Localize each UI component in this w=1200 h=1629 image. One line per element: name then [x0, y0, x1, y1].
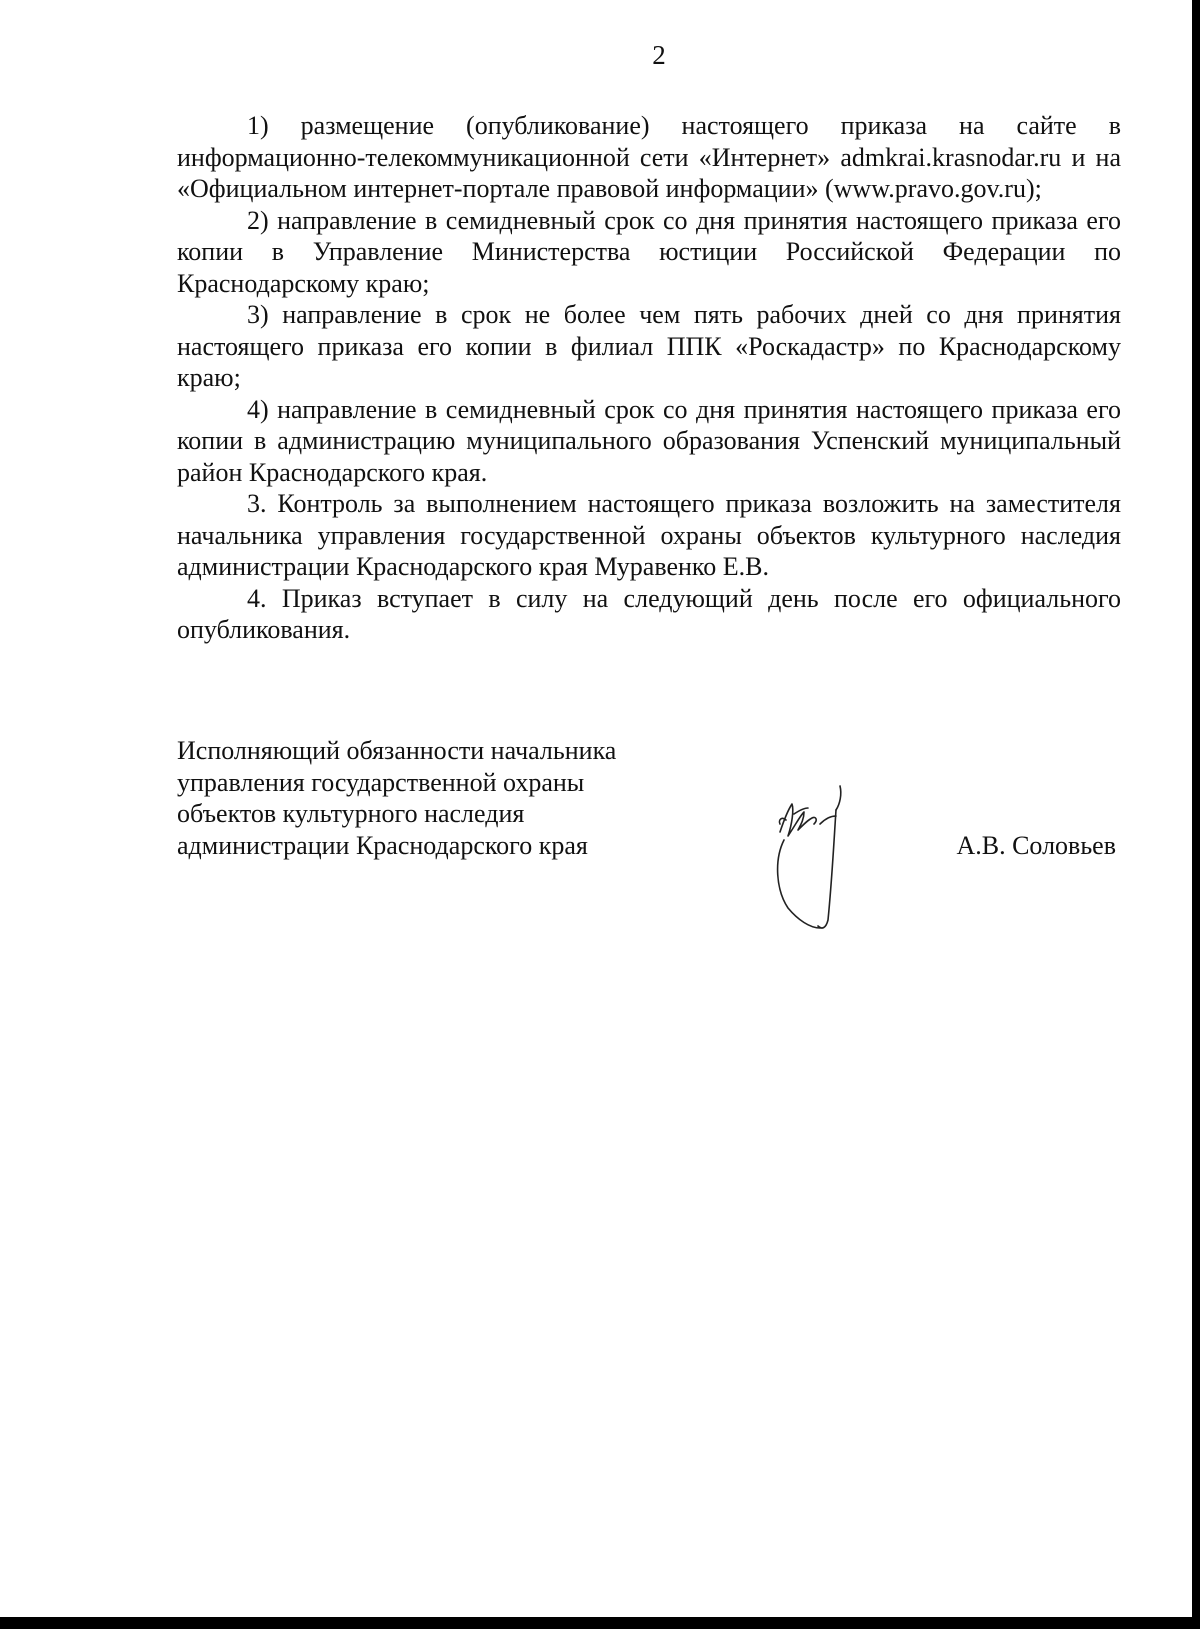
- paragraph-control: 3. Контроль за выполнением настоящего приказа возложить на заместителя начальника управления государственной охраны объектов культурного наследия администрации Краснодарского края Муравенко Е.В.: [177, 489, 1121, 581]
- signature-block: [177, 735, 677, 861]
- handwritten-signature-icon: [770, 780, 880, 970]
- scan-border-right: [1192, 0, 1200, 1629]
- paragraph-item-1: 1) размещение (опубликование) настоящего приказа на сайте в информационно-телекоммуникационной сети «Интернет» admkrai.krasnodar.ru и на «Официальном интернет-портале правовой информации» (www.pravo.gov.ru);: [177, 111, 1121, 203]
- page-number: 2: [652, 40, 666, 70]
- signer-position-line-1: Исполняющий обязанности начальника: [177, 736, 617, 765]
- paragraph-effective-date: 4. Приказ вступает в силу на следующий день после его официального опубликования.: [177, 583, 1121, 644]
- scan-border-bottom: [0, 1617, 1200, 1629]
- signer-name: А.В. Соловьев: [956, 831, 1116, 860]
- paragraph-item-2: 2) направление в семидневный срок со дня принятия настоящего приказа его копии в Управление Министерства юстиции Российской Федерации по Краснодарскому краю;: [177, 205, 1121, 298]
- signer-position-line-3: объектов культурного наследия: [177, 799, 525, 828]
- paragraph-item-4: 4) направление в семидневный срок со дня принятия настоящего приказа его копии в администрацию муниципального образования Успенский муниципальный район Краснодарского края.: [177, 394, 1121, 487]
- paragraph-item-3: 3) направление в срок не более чем пять рабочих дней со дня принятия настоящего приказа его копии в филиал ППК «Роскадастр» по Краснодарскому краю;: [177, 300, 1121, 392]
- signer-position-line-4: администрации Краснодарского края: [177, 830, 588, 860]
- document-body: [177, 110, 1121, 646]
- signer-position-line-2: управления государственной охраны: [177, 767, 585, 797]
